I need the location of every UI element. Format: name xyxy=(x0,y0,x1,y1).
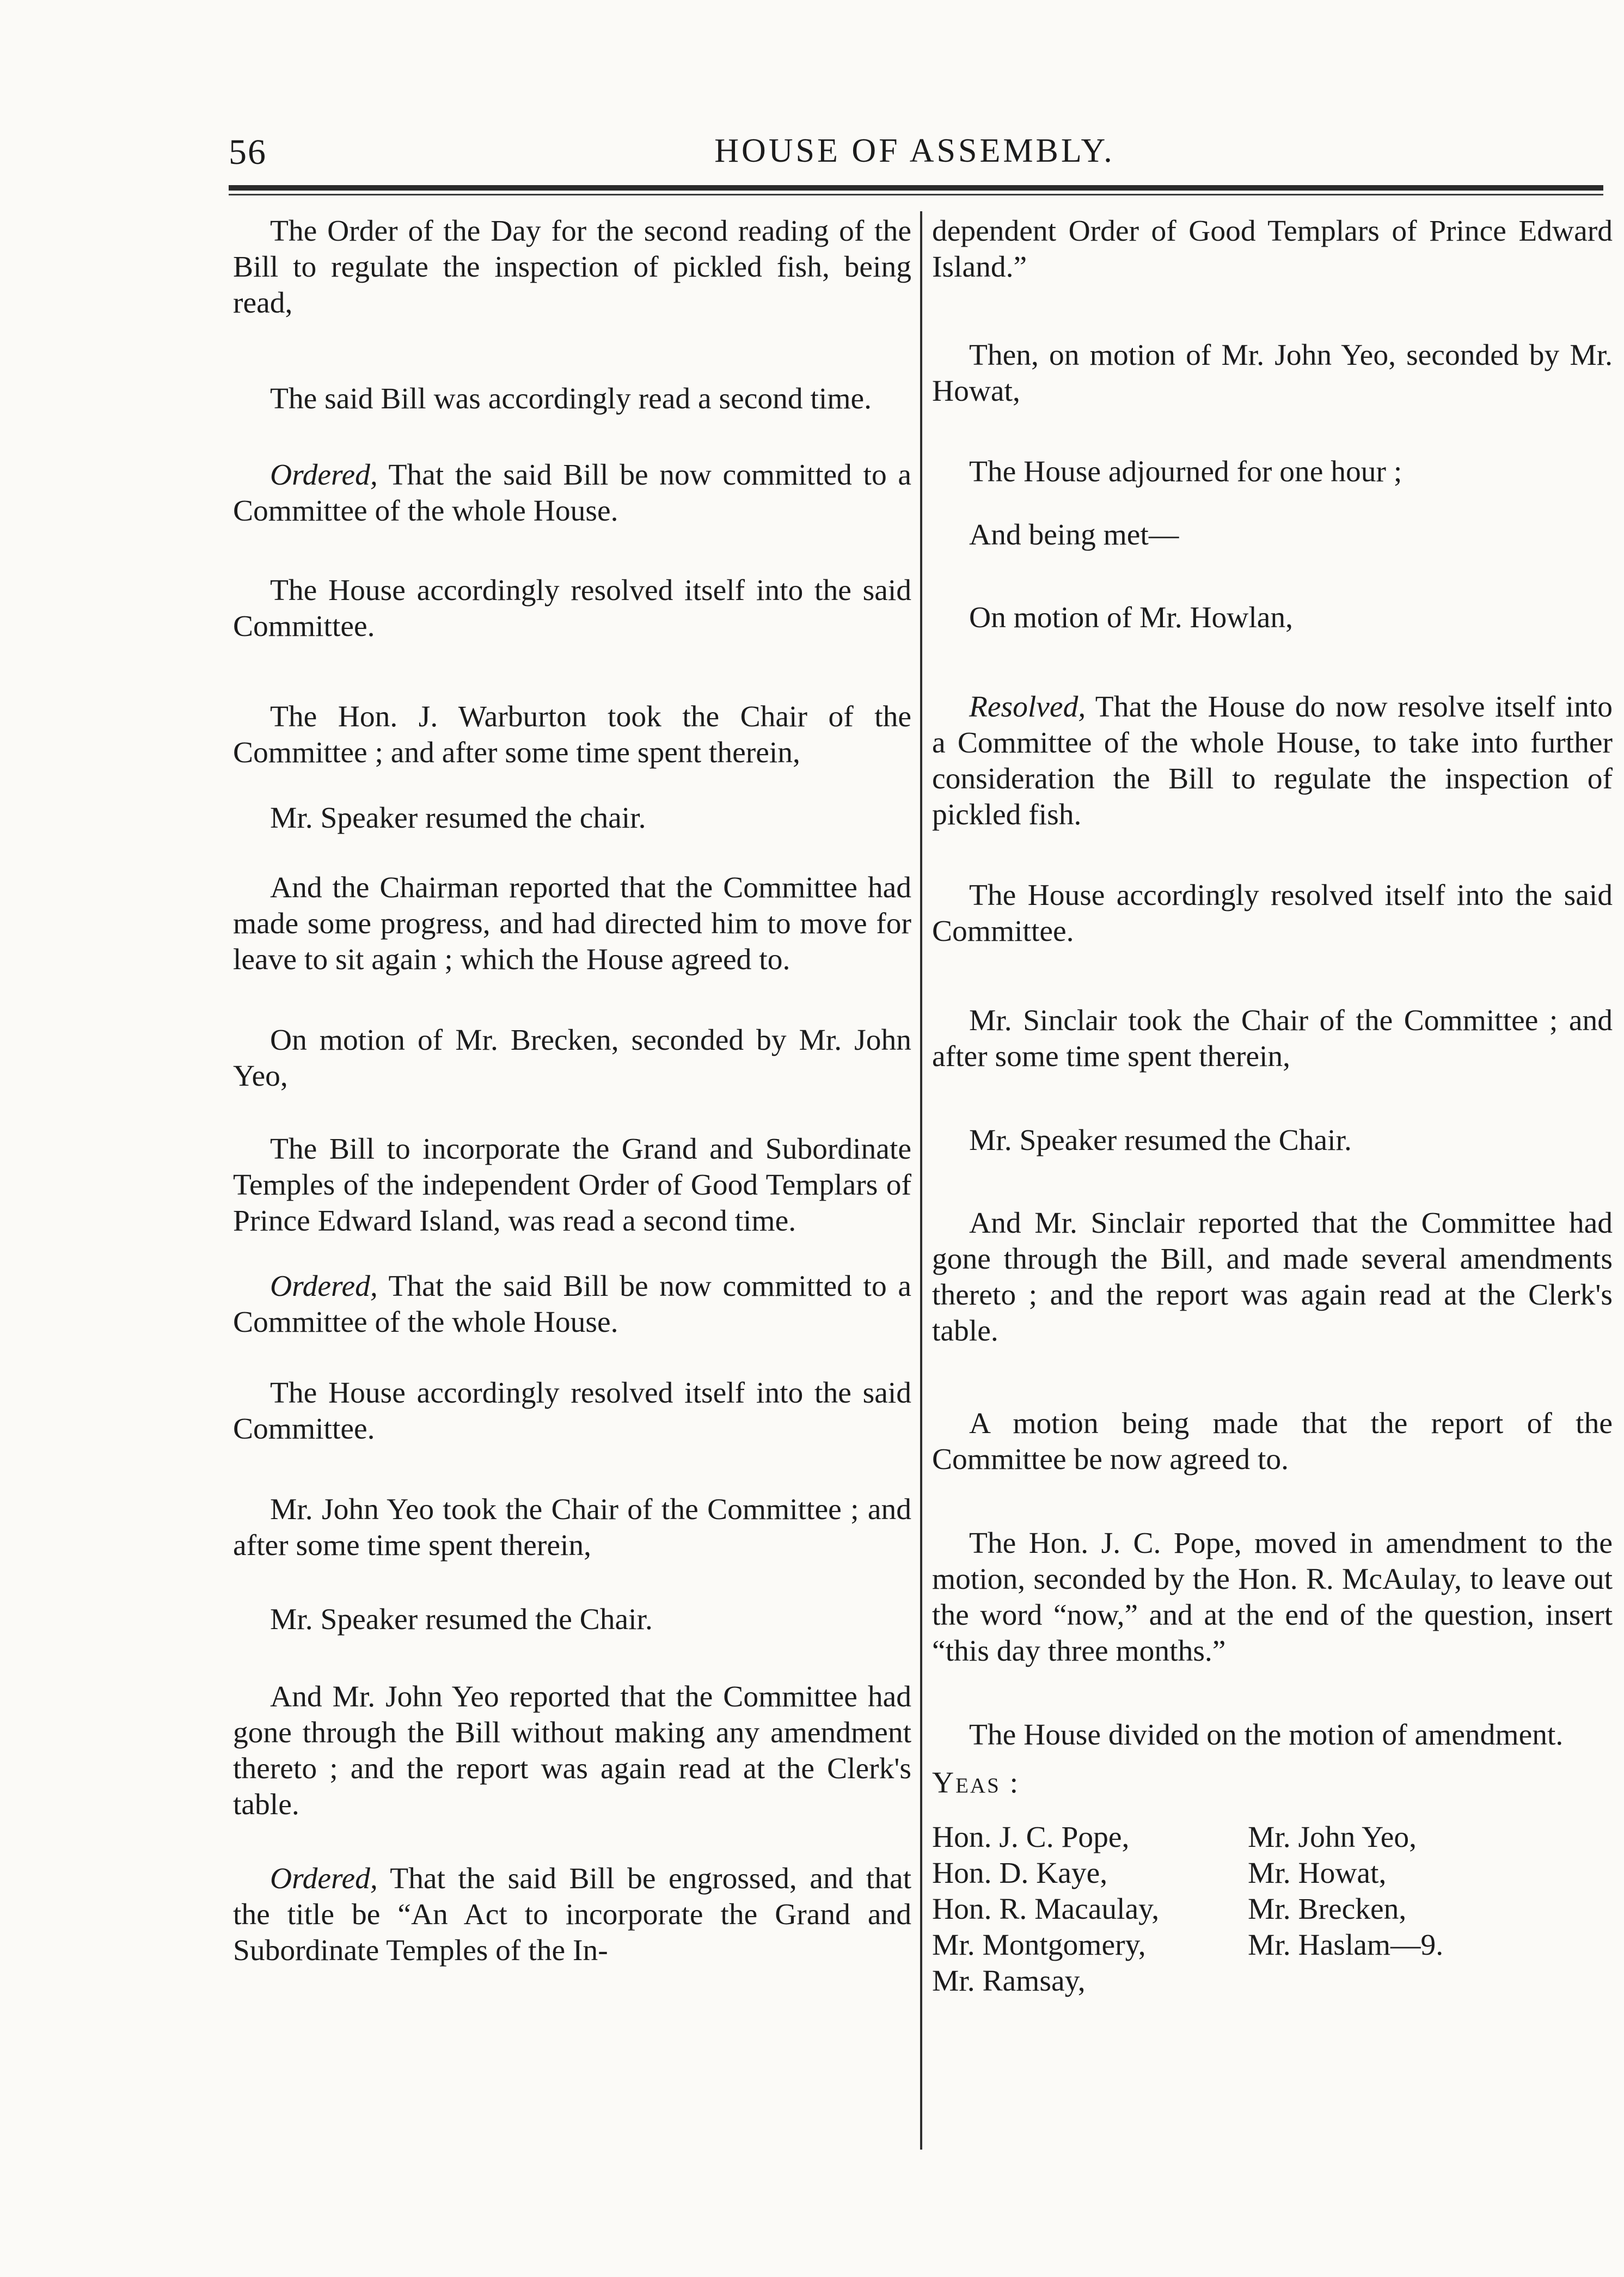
yeas-member: Mr. Brecken, xyxy=(1248,1893,1407,1926)
column-divider xyxy=(920,211,922,2150)
paragraph: The House accordingly resolved itself into the said Committee. xyxy=(932,879,1613,948)
paragraph: Mr. John Yeo took the Chair of the Committee ; and after some time spent therein, xyxy=(233,1493,911,1562)
right-column xyxy=(932,213,1613,1999)
paragraph xyxy=(233,1269,911,1341)
paragraph: A motion being made that the report of the Committee be now agreed to. xyxy=(932,1407,1613,1476)
ordered-label: Ordered, xyxy=(270,458,378,492)
paragraph: The House divided on the motion of amendment. xyxy=(969,1718,1564,1752)
paragraph-text: That the said Bill be now committed to a Committee of the whole House. xyxy=(233,458,911,528)
paragraph: dependent Order of Good Templars of Prince Edward Island.” xyxy=(932,215,1613,284)
paragraph: The Hon. J. Warburton took the Chair of the Committee ; and after some time spent therein, xyxy=(233,700,911,769)
paragraph xyxy=(932,689,1613,833)
yeas-member: Hon. D. Kaye, xyxy=(932,1857,1108,1890)
yeas-member: Mr. Montgomery, xyxy=(932,1929,1146,1962)
paragraph: On motion of Mr. Howlan, xyxy=(969,601,1294,634)
paragraph xyxy=(233,1861,911,1969)
paragraph: Mr. Sinclair took the Chair of the Committee ; and after some time spent therein, xyxy=(932,1004,1613,1073)
yeas-member: Mr. Haslam—9. xyxy=(1248,1929,1444,1962)
paragraph-text: That the House do now resolve itself into a Committee of the whole House, to take into further consideration the Bill to regulate the inspection of pickled fish. xyxy=(932,690,1613,831)
yeas-member: Hon. R. Macaulay, xyxy=(932,1893,1160,1926)
yeas-member: Mr. Howat, xyxy=(1248,1857,1387,1890)
header-rule-thick xyxy=(229,185,1603,191)
paragraph: The House adjourned for one hour ; xyxy=(969,455,1402,488)
page-header xyxy=(229,132,1601,175)
paragraph: And Mr. John Yeo reported that the Committee had gone through the Bill without making any amendment thereto ; and the report was again read at the Clerk's table. xyxy=(233,1680,911,1821)
paragraph: The said Bill was accordingly read a second time. xyxy=(270,382,872,415)
paragraph: The Hon. J. C. Pope, moved in amendment to the motion, seconded by the Hon. R. McAulay, to leave out the word “now,” and at the end of the question, insert “this day three months.” xyxy=(932,1527,1613,1668)
paragraph: And being met— xyxy=(969,518,1179,552)
yeas-member: Hon. J. C. Pope, xyxy=(932,1821,1130,1854)
left-column xyxy=(233,213,911,1969)
paragraph-text: That the said Bill be now committed to a Committee of the whole House. xyxy=(233,1270,911,1339)
paragraph xyxy=(233,457,911,529)
paragraph: Then, on motion of Mr. John Yeo, seconded by Mr. Howat, xyxy=(932,339,1613,408)
page-number: 56 xyxy=(229,132,267,172)
paragraph: The House accordingly resolved itself into the said Committee. xyxy=(233,574,911,643)
paragraph: The Bill to incorporate the Grand and Subordinate Temples of the independent Order of Good Templars of Prince Edward Island, was read a second time. xyxy=(233,1133,911,1238)
yeas-list xyxy=(932,1820,1613,1999)
paragraph: Mr. Speaker resumed the Chair. xyxy=(969,1124,1352,1157)
header-rule-thin xyxy=(229,194,1603,195)
paragraph: Mr. Speaker resumed the Chair. xyxy=(270,1603,653,1636)
ordered-label: Ordered, xyxy=(270,1270,378,1303)
paragraph: Mr. Speaker resumed the chair. xyxy=(270,801,646,835)
running-title: HOUSE OF ASSEMBLY. xyxy=(714,132,1115,169)
paragraph: And Mr. Sinclair reported that the Committee had gone through the Bill, and made several amendments thereto ; and the report was again read at the Clerk's table. xyxy=(932,1207,1613,1348)
yeas-member: Mr. Ramsay, xyxy=(932,1964,1086,1998)
paragraph: On motion of Mr. Brecken, seconded by Mr. John Yeo, xyxy=(233,1024,911,1093)
yeas-member xyxy=(1248,1963,1574,1999)
paragraph: And the Chairman reported that the Committee had made some progress, and had directed him to move for leave to sit again ; which the House agreed to. xyxy=(233,871,911,976)
yeas-member: Mr. John Yeo, xyxy=(1248,1821,1417,1854)
ordered-label: Ordered, xyxy=(270,1862,378,1895)
resolved-label: Resolved, xyxy=(969,690,1086,724)
yeas-heading: Yeas : xyxy=(932,1766,1020,1799)
paragraph-text: That the said Bill be engrossed, and that the title be “An Act to incorporate the Grand and Subordinate Temples of the In- xyxy=(233,1862,911,1967)
paragraph: The Order of the Day for the second reading of the Bill to regulate the inspection of pickled fish, being read, xyxy=(233,215,911,320)
paragraph: The House accordingly resolved itself into the said Committee. xyxy=(233,1376,911,1446)
